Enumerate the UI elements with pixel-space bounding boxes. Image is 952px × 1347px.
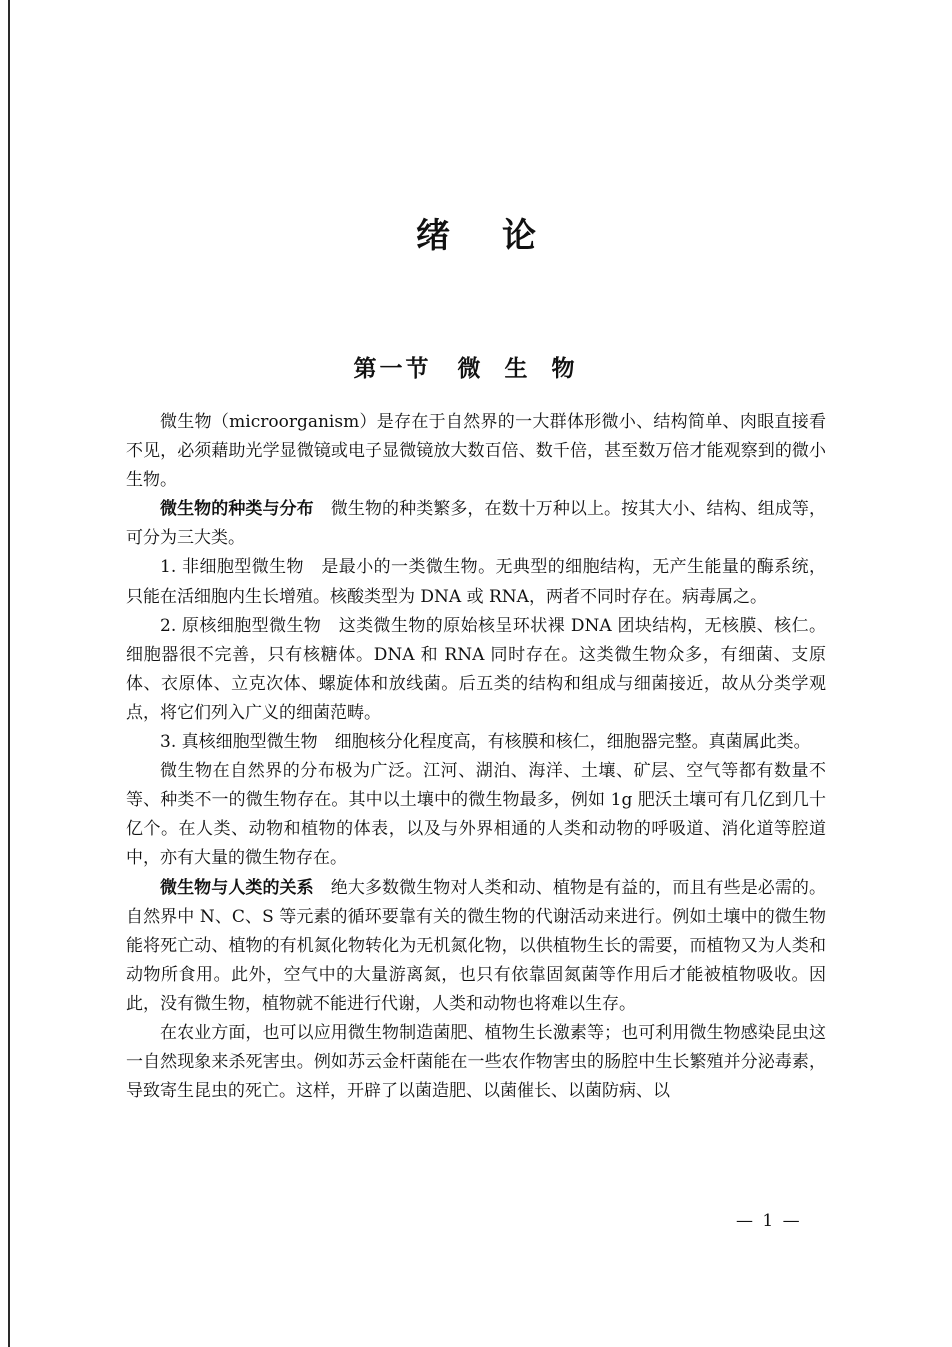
- paragraph: [126, 553, 826, 611]
- paragraph: [126, 408, 826, 495]
- paragraph-text: 微生物的种类繁多，在数十万种以上。按其大小、结构、组成等，可分为三大类。: [126, 499, 827, 549]
- paragraph: [126, 612, 826, 728]
- paragraph-text: 1. 非细胞型微生物 是最小的一类微生物。无典型的细胞结构，无产生能量的酶系统，只能在活细胞内生长增殖。核酸类型为 DNA 或 RNA，两者不同时存在。病毒属之。: [126, 557, 826, 607]
- paragraph-lead: 微生物的种类与分布: [160, 499, 314, 520]
- paragraph: [126, 874, 826, 1019]
- body-text: [126, 408, 826, 1106]
- section-number: 第一节: [353, 355, 432, 382]
- paragraph: [126, 728, 826, 757]
- section-title: [0, 350, 952, 383]
- paragraph-lead: 微生物与人类的关系: [160, 877, 314, 898]
- paragraph-text: 微生物（microorganism）是存在于自然界的一大群体形微小、结构简单、肉眼直接看不见，必须藉助光学显微镜或电子显微镜放大数百倍、数千倍，甚至数万倍才能观察到的微小生物。: [126, 412, 826, 491]
- paragraph-text: 微生物在自然界的分布极为广泛。江河、湖泊、海洋、土壤、矿层、空气等都有数量不等、种类不一的微生物存在。其中以土壤中的微生物最多，例如 1g 肥沃土壤可有几亿到几十亿个。在人类、动物和植物的体表，以及与外界相通的人类和动物的呼吸道、消化道等腔道中，亦有大量的微生物存在。: [126, 761, 826, 869]
- paragraph-text: 2. 原核细胞型微生物 这类微生物的原始核呈环状裸 DNA 团块结构，无核膜、核仁。细胞器很不完善，只有核糖体。DNA 和 RNA 同时存在。这类微生物众多，有细菌、支原体、衣原体、立克次体、螺旋体和放线菌。后五类的结构和组成与细菌接近，故从分类学观点，将它们列入广义的细菌范畴。: [126, 615, 826, 723]
- page-edge-line: [8, 0, 10, 1347]
- paragraph: [126, 495, 826, 553]
- chapter-title: 绪论: [416, 216, 588, 256]
- paragraph-text: 3. 真核细胞型微生物 细胞核分化程度高，有核膜和核仁，细胞器完整。真菌属此类。: [160, 732, 811, 753]
- paragraph-text: 在农业方面，也可以应用微生物制造菌肥、植物生长激素等；也可利用微生物感染昆虫这一自然现象来杀死害虫。例如苏云金杆菌能在一些农作物害虫的肠腔中生长繁殖并分泌毒素，导致寄生昆虫的死亡。这样，开辟了以菌造肥、以菌催长、以菌防病、以: [126, 1022, 826, 1102]
- paragraph: [126, 757, 826, 873]
- page-number: — 1 —: [736, 1211, 802, 1231]
- section-name: 微生物: [457, 355, 599, 382]
- paragraph: [126, 1019, 826, 1106]
- paragraph-text: 绝大多数微生物对人类和动、植物是有益的，而且有些是必需的。自然界中 N、C、S 等元素的循环要靠有关的微生物的代谢活动来进行。例如土壤中的微生物能将死亡动、植物的有机氮化物转化为无机氮化物，以供植物生长的需要，而植物又为人类和动物所食用。此外，空气中的大量游离氮，也只有依靠固氮菌等作用后才能被植物吸收。因此，没有微生物，植物就不能进行代谢，人类和动物也将难以生存。: [126, 877, 827, 1014]
